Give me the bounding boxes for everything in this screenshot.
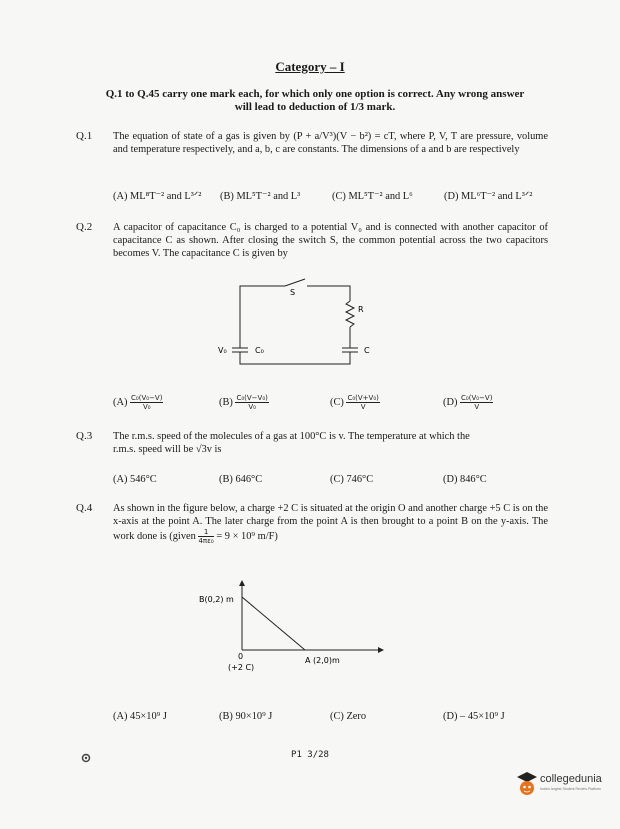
instructions-line1: Q.1 to Q.45 carry one mark each, for which only one option is correct. Any wrong answer xyxy=(105,88,525,100)
q1-text-a: The equation of state of a gas is given by xyxy=(113,131,290,142)
q4-text-a: As shown in the figure below, a charge +2 C is situated at the origin O and another charge +5 C is on the x-axis at the point A. The later charge from the point A is then brought to a point B on the y-axis. The work done is (given xyxy=(113,503,548,542)
q2-text: A capacitor of capacitance C₀ is charged to a potential V₀ and is connected with another capacitor of capacitance C as shown. After closing the switch S, the common potential across the two capacitors becomes V. The capacitance C is given by xyxy=(113,222,548,259)
q3-option-d[interactable]: (D) 846°C xyxy=(443,474,487,485)
q4-option-a[interactable]: (A) 45×10⁹ J xyxy=(113,711,167,722)
q1-option-d[interactable]: (D) ML⁶T⁻² and L³ᐟ² xyxy=(444,191,533,202)
switch-label: S xyxy=(290,288,296,297)
q4-constant-fraction xyxy=(198,528,213,545)
origin-charge-label: (+2 C) xyxy=(228,663,255,672)
c-label: C xyxy=(364,346,370,355)
origin-label: 0 xyxy=(238,652,244,661)
q2-option-a-num: C₀(V₀−V) xyxy=(131,394,163,402)
q1-text-b: where P, V, T are xyxy=(399,131,473,142)
q2-option-b-den: V₀ xyxy=(248,403,256,411)
v0-label: V₀ xyxy=(218,346,227,355)
gear-icon xyxy=(80,752,92,764)
q2-option-b-fraction xyxy=(235,394,268,411)
q2-option-d-den: V xyxy=(474,403,480,411)
q3-number: Q.3 xyxy=(76,430,93,442)
circuit-wire-top-right xyxy=(307,286,350,301)
q2-option-b[interactable] xyxy=(219,394,269,411)
q4-option-b[interactable]: (B) 90×10⁹ J xyxy=(219,711,273,722)
q4-option-c[interactable]: (C) Zero xyxy=(330,711,367,722)
q1-text-c: pressure, volume and temperature respectively, and a, b, c are constants. The dimensions of a and b are respectively xyxy=(113,131,548,155)
q3-text-a: The r.m.s. speed of the molecules of a gas at 100°C is v. The temperature at which the xyxy=(113,431,470,442)
q2-option-d-label: (D) xyxy=(443,396,458,408)
q1-text xyxy=(113,130,548,156)
q2-option-a[interactable] xyxy=(113,394,163,411)
q1-option-b[interactable]: (B) ML⁵T⁻² and L³ xyxy=(220,191,301,202)
q3-option-a[interactable]: (A) 546°C xyxy=(113,474,157,485)
q2-option-a-label: (A) xyxy=(113,396,128,408)
q4-frac-num: 1 xyxy=(198,528,213,537)
q2-option-c-num: C₀(V+V₀) xyxy=(347,394,379,402)
c0-label: C₀ xyxy=(255,346,264,355)
resistor-r xyxy=(346,301,354,327)
q2-option-c-den: V xyxy=(360,403,366,411)
q1-equation: (P + a/V³)(V − b²) = cT, xyxy=(293,131,397,142)
q1-number: Q.1 xyxy=(76,130,93,142)
page-number: P1 3/28 xyxy=(291,750,329,760)
point-a-label: A (2,0)m xyxy=(305,656,340,665)
circuit-wire-left xyxy=(240,286,285,348)
q3-option-b[interactable]: (B) 646°C xyxy=(219,474,263,485)
q2-option-d-fraction xyxy=(460,394,493,411)
q2-circuit-diagram xyxy=(200,276,400,371)
q4-number: Q.4 xyxy=(76,502,93,514)
brand-tagline: India's largest Student Review Platform xyxy=(540,787,601,791)
q2-option-a-den: V₀ xyxy=(142,403,151,411)
q2-option-d-num: C₀(V₀−V) xyxy=(461,394,493,402)
q1-option-a[interactable]: (A) ML⁸T⁻² and L³ᐟ² xyxy=(113,191,202,202)
q4-text xyxy=(113,502,548,545)
point-b-label: B(0,2) m xyxy=(199,595,234,604)
resistor-label: R xyxy=(358,305,364,314)
graduation-cap-logo-icon xyxy=(514,768,540,800)
q2-option-b-label: (B) xyxy=(219,396,233,408)
instructions xyxy=(80,88,550,114)
q2-option-c[interactable] xyxy=(330,394,380,411)
q3-text xyxy=(113,430,548,456)
brand-name[interactable]: collegedunia xyxy=(540,773,602,785)
q2-number: Q.2 xyxy=(76,221,93,233)
page-title: Category – I xyxy=(275,59,345,74)
q2-option-c-label: (C) xyxy=(330,396,344,408)
q2-option-a-fraction xyxy=(130,394,163,411)
instructions-line2: will lead to deduction of 1/3 mark. xyxy=(234,101,396,113)
q2-option-b-num: C₀(V−V₀) xyxy=(236,394,268,402)
switch-blade xyxy=(285,279,305,286)
q4-frac-den: 4πε₀ xyxy=(198,537,214,545)
q2-option-c-fraction xyxy=(346,394,379,411)
q4-text-b: = 9 × 10⁹ m/F) xyxy=(216,530,278,542)
q4-figure xyxy=(195,575,395,685)
q3-text-b: r.m.s. speed will be √3v is xyxy=(113,444,222,455)
q3-option-c[interactable]: (C) 746°C xyxy=(330,474,374,485)
q2-option-d[interactable] xyxy=(443,394,493,411)
q4-option-d[interactable]: (D) – 45×10⁹ J xyxy=(443,711,505,722)
path-a-to-b xyxy=(242,597,305,650)
q1-option-c[interactable]: (C) ML⁵T⁻² and L⁶ xyxy=(332,191,413,202)
